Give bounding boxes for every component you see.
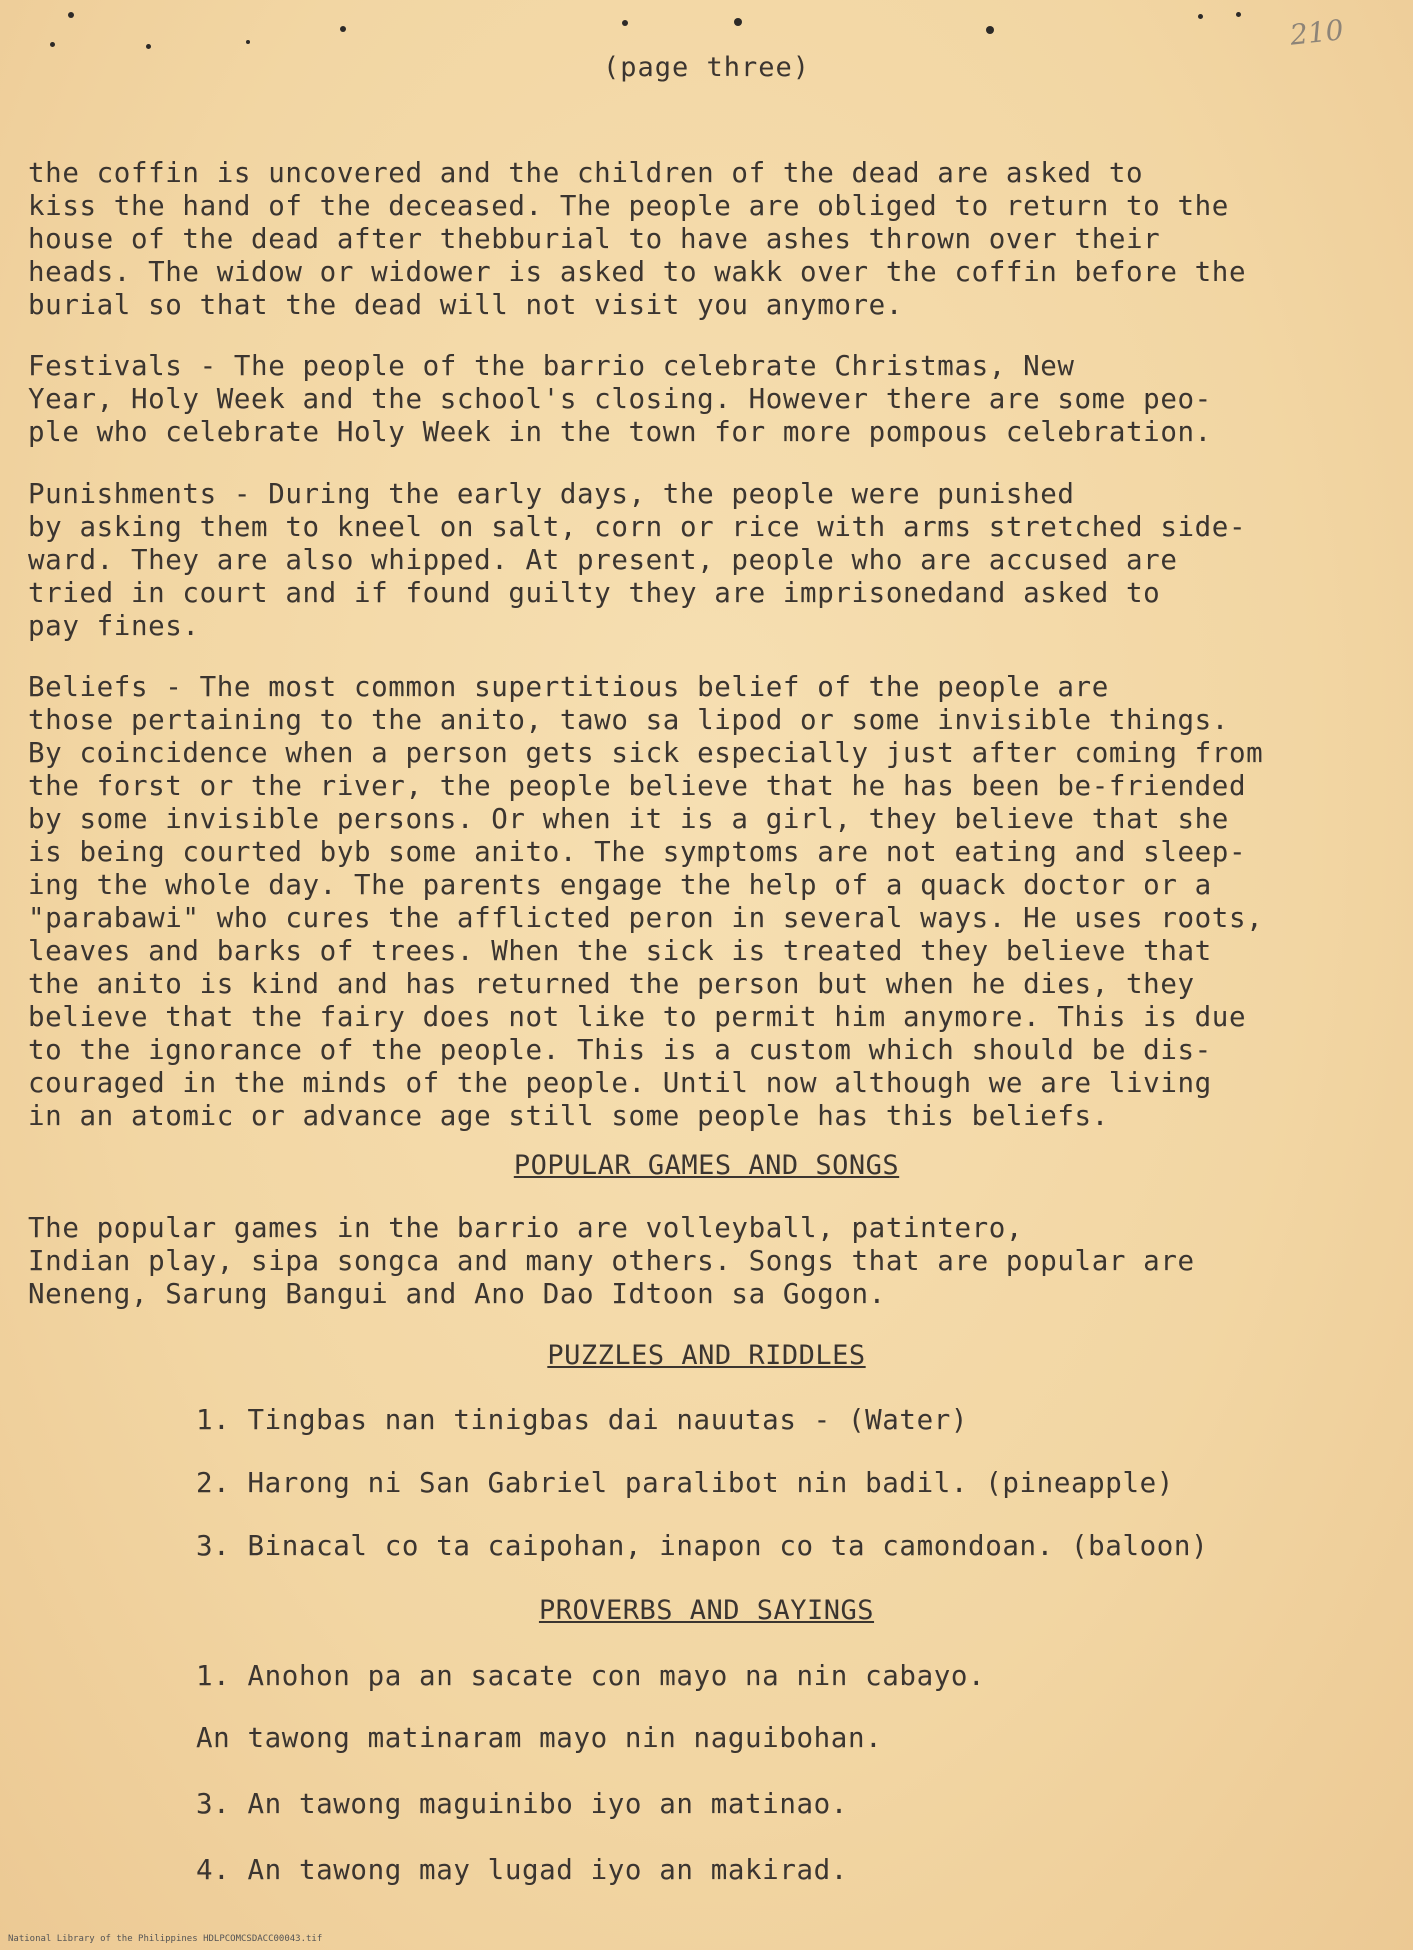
proverb-item: 3. An tawong maguinibo iyo an matinao. <box>196 1788 848 1820</box>
paragraph-games: The popular games in the barrio are volleyball, patintero, Indian play, sipa songca and many others. Songs that are popular are Neneng, Sarung Bangui and Ano Dao Idtoon sa Gogon. <box>28 1212 1195 1310</box>
ink-speck <box>50 42 55 47</box>
proverb-item: An tawong matinaram mayo nin naguibohan. <box>196 1722 883 1754</box>
proverb-item: 1. Anohon pa an sacate con mayo na nin cabayo. <box>196 1660 986 1692</box>
riddle-item: 3. Binacal co ta caipohan, inapon co ta camondoan. (baloon) <box>196 1530 1209 1562</box>
heading-proverbs: PROVERBS AND SAYINGS <box>538 1595 875 1626</box>
paragraph-punishments: Punishments - During the early days, the people were punished by asking them to kneel on salt, corn or rice with arms stretched side- ward. They are also whipped. At present, people who are accused are tried in court and if found guilty they are imprisonedand asked to pay fines. <box>28 478 1247 642</box>
ink-speck <box>146 44 151 49</box>
ink-speck <box>622 20 628 26</box>
page-header: (page three) <box>602 52 811 83</box>
ink-speck <box>986 26 994 34</box>
riddle-item: 2. Harong ni San Gabriel paralibot nin badil. (pineapple) <box>196 1467 1174 1499</box>
paragraph-funeral: the coffin is uncovered and the children of the dead are asked to kiss the hand of the deceased. The people are obliged to return to the house of the dead after thebburial to have ashes thrown over their heads. The widow or widower is asked to wakk over the coffin before the burial so that the dead will not visit you anymore. <box>28 157 1247 321</box>
ink-speck <box>68 12 74 18</box>
ink-speck <box>1236 12 1241 17</box>
riddle-item: 1. Tingbas nan tinigbas dai nauutas - (Water) <box>196 1404 969 1436</box>
page-number-mark: 210 <box>1288 13 1346 52</box>
scan-footer: National Library of the Philippines HDLPCOMCSDACC00043.tif <box>8 1934 323 1944</box>
heading-games: POPULAR GAMES AND SONGS <box>513 1150 900 1181</box>
paragraph-beliefs: Beliefs - The most common supertitious belief of the people are those pertaining to the anito, tawo sa lipod or some invisible things. By coincidence when a person gets sick especially just after coming from the forst or the river, the people believe that he has been be-friended by some invisible persons. Or when it is a girl, they believe that she is being courted byb some anito. The symptoms are not eating and sleep- ing the whole day. The parents engage the help of a quack doctor or a "parabawi" who cures the afflicted peron in several ways. He uses roots, leaves and barks of trees. When the sick is treated they believe that the anito is kind and has returned the person but when he dies, they believe that the fairy does not like to permit him anymore. This is due to the ignorance of the people. This is a custom which should be dis- couraged in the minds of the people. Until now although we are living in an atomic or advance age still some people has this beliefs. <box>28 671 1264 1132</box>
ink-speck <box>246 40 250 44</box>
proverb-item: 4. An tawong may lugad iyo an makirad. <box>196 1854 848 1886</box>
ink-speck <box>340 26 346 32</box>
ink-speck <box>734 18 742 26</box>
heading-riddles: PUZZLES AND RIDDLES <box>547 1340 866 1371</box>
paragraph-festivals: Festivals - The people of the barrio celebrate Christmas, New Year, Holy Week and the school's closing. However there are some peo- ple who celebrate Holy Week in the town for more pompous celebration. <box>28 350 1212 448</box>
ink-speck <box>1198 14 1203 19</box>
